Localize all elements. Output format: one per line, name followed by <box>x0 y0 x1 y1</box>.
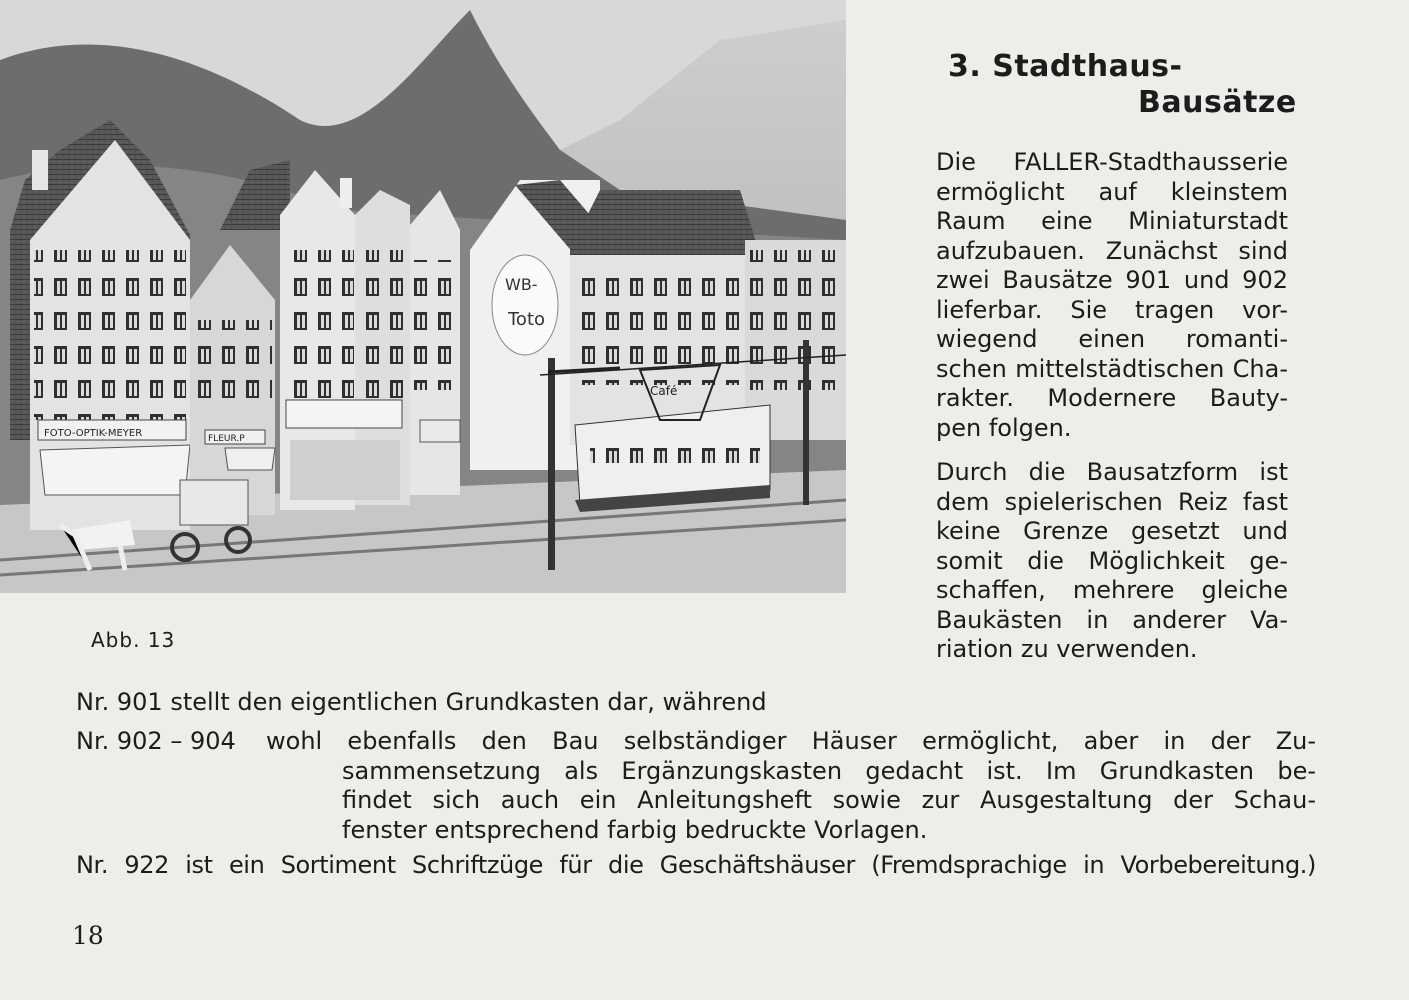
text-line: keine Grenze gesetzt und <box>936 517 1288 545</box>
item-nr-922: Nr. 922 ist ein Sortiment Schriftzüge für die Geschäftshäuser (Fremdsprachige in Vorbebereitung.) <box>76 851 1316 879</box>
model-town-photo <box>0 0 846 593</box>
photo-sign-toto: Toto <box>508 309 546 330</box>
text-line: schaffen, mehrere gleiche <box>936 576 1288 604</box>
text-line: riation zu verwenden. <box>936 635 1198 663</box>
text-line: Die FALLER-Stadthausserie <box>936 148 1288 176</box>
text-line: schen mittelstädtischen Cha- <box>936 354 1288 383</box>
text-line: Durch die Bausatzform ist <box>936 458 1288 486</box>
item-nr-901: Nr. 901 stellt den eigentlichen Grundkasten dar, während <box>76 688 767 716</box>
photo-sign-wb: WB- <box>505 275 538 294</box>
figure-caption: Abb. 13 <box>91 628 176 652</box>
text-line: somit die Möglichkeit ge- <box>936 546 1288 575</box>
text-line: pen folgen. <box>936 413 1072 442</box>
photo-sign-fleur: FLEUR.P <box>208 434 245 444</box>
text-line: fenster entsprechend farbig bedruckte Vorlagen. <box>342 815 928 844</box>
text-line: findet sich auch ein Anleitungsheft sowie zur Ausgestaltung der Schau- <box>342 786 1316 814</box>
text-line: rakter. Modernere Bauty- <box>936 384 1288 412</box>
text-line: ermöglicht auf kleinstem <box>936 177 1288 206</box>
photo-sign-foto-optik: FOTO-OPTIK-MEYER <box>44 428 143 439</box>
text-line: zwei Bausätze 901 und 902 <box>936 266 1288 294</box>
item-nr-902-label: Nr. 902 – 904 <box>76 727 236 755</box>
heading-line-1: 3. Stadthaus- <box>948 49 1183 84</box>
text-line: aufzubauen. Zunächst sind <box>936 236 1288 265</box>
text-line: dem spielerischen Reiz fast <box>936 487 1288 516</box>
photo-sign-cafe: Café <box>650 384 678 398</box>
item-nr-902-description <box>266 727 1316 845</box>
text-line: Raum eine Miniaturstadt <box>936 207 1288 235</box>
text-line: Baukästen in anderer Va- <box>936 605 1288 634</box>
heading-line-2: Bausätze <box>1138 85 1297 120</box>
second-paragraph <box>936 458 1288 665</box>
text-line: wohl ebenfalls den Bau selbständiger Häuser ermöglicht, aber in der Zu- <box>266 727 1316 755</box>
page-number: 18 <box>72 921 104 950</box>
text-line: sammensetzung als Ergänzungskasten gedacht ist. Im Grundkasten be- <box>342 756 1316 785</box>
text-line: wiegend einen romanti- <box>936 325 1288 353</box>
intro-paragraph <box>936 148 1288 443</box>
text-line: lieferbar. Sie tragen vor- <box>936 295 1288 324</box>
